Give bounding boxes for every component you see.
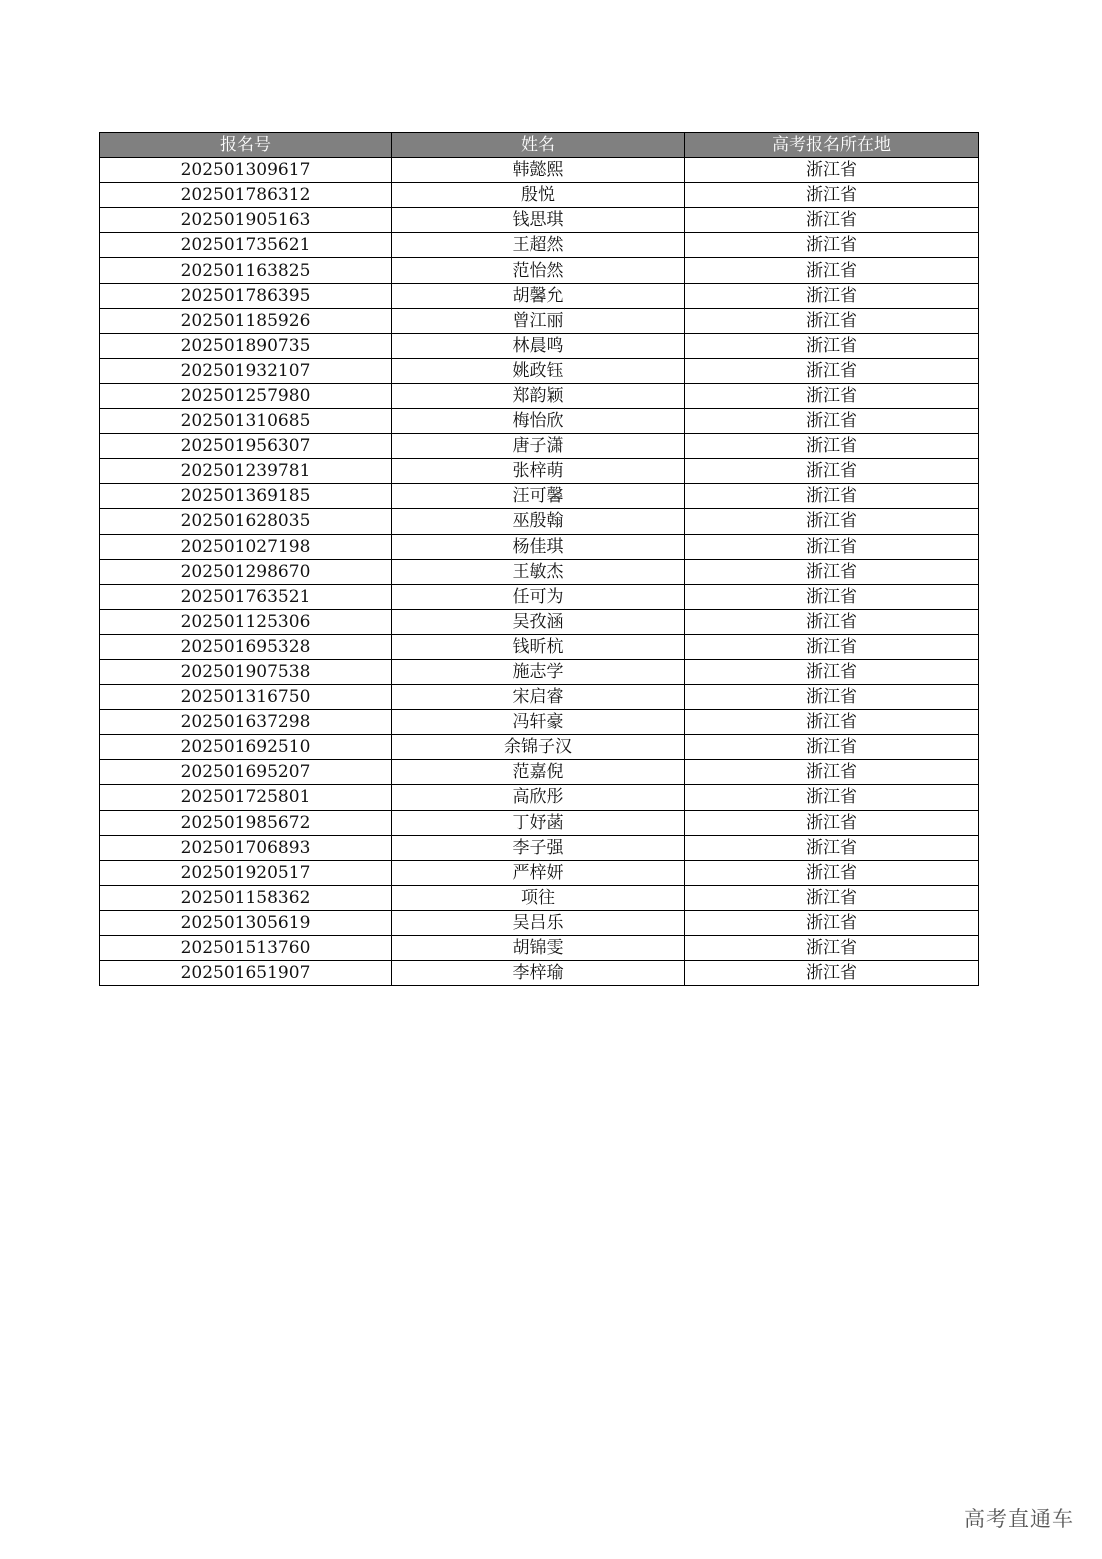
header-registration-number: 报名号 bbox=[100, 133, 392, 158]
location-cell: 浙江省 bbox=[685, 609, 979, 634]
table-row bbox=[100, 961, 979, 986]
table-row bbox=[100, 685, 979, 710]
registration-number-cell: 202501695207 bbox=[100, 760, 392, 785]
registration-number-cell: 202501305619 bbox=[100, 910, 392, 935]
student-name-cell: 余锦子汉 bbox=[392, 735, 685, 760]
student-name-cell: 钱思琪 bbox=[392, 208, 685, 233]
table-row bbox=[100, 860, 979, 885]
location-cell: 浙江省 bbox=[685, 333, 979, 358]
location-cell: 浙江省 bbox=[685, 559, 979, 584]
location-cell: 浙江省 bbox=[685, 936, 979, 961]
registration-number-cell: 202501298670 bbox=[100, 559, 392, 584]
location-cell: 浙江省 bbox=[685, 459, 979, 484]
table-row bbox=[100, 810, 979, 835]
location-cell: 浙江省 bbox=[685, 659, 979, 684]
table-row bbox=[100, 409, 979, 434]
location-cell: 浙江省 bbox=[685, 158, 979, 183]
registration-number-cell: 202501369185 bbox=[100, 484, 392, 509]
table-row bbox=[100, 936, 979, 961]
registration-number-cell: 202501786312 bbox=[100, 183, 392, 208]
location-cell: 浙江省 bbox=[685, 358, 979, 383]
table-row bbox=[100, 434, 979, 459]
location-cell: 浙江省 bbox=[685, 634, 979, 659]
registration-number-cell: 202501786395 bbox=[100, 283, 392, 308]
location-cell: 浙江省 bbox=[685, 509, 979, 534]
student-name-cell: 丁妤菡 bbox=[392, 810, 685, 835]
location-cell: 浙江省 bbox=[685, 961, 979, 986]
student-name-cell: 姚政钰 bbox=[392, 358, 685, 383]
student-name-cell: 胡锦雯 bbox=[392, 936, 685, 961]
location-cell: 浙江省 bbox=[685, 735, 979, 760]
location-cell: 浙江省 bbox=[685, 760, 979, 785]
student-name-cell: 冯轩豪 bbox=[392, 710, 685, 735]
student-name-cell: 唐子潇 bbox=[392, 434, 685, 459]
registration-number-cell: 202501257980 bbox=[100, 383, 392, 408]
location-cell: 浙江省 bbox=[685, 910, 979, 935]
table-row bbox=[100, 584, 979, 609]
student-name-cell: 汪可馨 bbox=[392, 484, 685, 509]
registration-number-cell: 202501310685 bbox=[100, 409, 392, 434]
admission-list-table bbox=[99, 132, 979, 986]
location-cell: 浙江省 bbox=[685, 208, 979, 233]
registration-number-cell: 202501027198 bbox=[100, 534, 392, 559]
student-name-cell: 胡馨允 bbox=[392, 283, 685, 308]
table-header-row bbox=[100, 133, 979, 158]
table-row bbox=[100, 634, 979, 659]
registration-number-cell: 202501316750 bbox=[100, 685, 392, 710]
registration-number-cell: 202501692510 bbox=[100, 735, 392, 760]
registration-number-cell: 202501985672 bbox=[100, 810, 392, 835]
registration-number-cell: 202501735621 bbox=[100, 233, 392, 258]
student-name-cell: 郑韵颖 bbox=[392, 383, 685, 408]
student-name-cell: 范嘉倪 bbox=[392, 760, 685, 785]
watermark-text: 高考直通车 bbox=[964, 1507, 1074, 1531]
location-cell: 浙江省 bbox=[685, 710, 979, 735]
registration-number-cell: 202501628035 bbox=[100, 509, 392, 534]
table-row bbox=[100, 659, 979, 684]
location-cell: 浙江省 bbox=[685, 484, 979, 509]
location-cell: 浙江省 bbox=[685, 835, 979, 860]
student-name-cell: 梅怡欣 bbox=[392, 409, 685, 434]
registration-number-cell: 202501125306 bbox=[100, 609, 392, 634]
table-row bbox=[100, 609, 979, 634]
table-row bbox=[100, 459, 979, 484]
student-name-cell: 范怡然 bbox=[392, 258, 685, 283]
registration-number-cell: 202501163825 bbox=[100, 258, 392, 283]
location-cell: 浙江省 bbox=[685, 785, 979, 810]
registration-number-cell: 202501890735 bbox=[100, 333, 392, 358]
table-row bbox=[100, 559, 979, 584]
registration-number-cell: 202501185926 bbox=[100, 308, 392, 333]
location-cell: 浙江省 bbox=[685, 183, 979, 208]
table-row bbox=[100, 484, 979, 509]
location-cell: 浙江省 bbox=[685, 434, 979, 459]
table-row bbox=[100, 358, 979, 383]
student-name-cell: 韩懿熙 bbox=[392, 158, 685, 183]
table-row bbox=[100, 835, 979, 860]
registration-number-cell: 202501239781 bbox=[100, 459, 392, 484]
registration-number-cell: 202501695328 bbox=[100, 634, 392, 659]
registration-number-cell: 202501763521 bbox=[100, 584, 392, 609]
location-cell: 浙江省 bbox=[685, 258, 979, 283]
table-row bbox=[100, 158, 979, 183]
registration-number-cell: 202501920517 bbox=[100, 860, 392, 885]
location-cell: 浙江省 bbox=[685, 409, 979, 434]
student-name-cell: 高欣彤 bbox=[392, 785, 685, 810]
table-row bbox=[100, 885, 979, 910]
table-row bbox=[100, 283, 979, 308]
table-row bbox=[100, 183, 979, 208]
location-cell: 浙江省 bbox=[685, 383, 979, 408]
student-name-cell: 张梓萌 bbox=[392, 459, 685, 484]
table-row bbox=[100, 233, 979, 258]
table-row bbox=[100, 383, 979, 408]
registration-number-cell: 202501905163 bbox=[100, 208, 392, 233]
student-name-cell: 曾江丽 bbox=[392, 308, 685, 333]
location-cell: 浙江省 bbox=[685, 685, 979, 710]
student-name-cell: 杨佳琪 bbox=[392, 534, 685, 559]
registration-number-cell: 202501637298 bbox=[100, 710, 392, 735]
registration-number-cell: 202501158362 bbox=[100, 885, 392, 910]
location-cell: 浙江省 bbox=[685, 283, 979, 308]
location-cell: 浙江省 bbox=[685, 885, 979, 910]
registration-number-cell: 202501651907 bbox=[100, 961, 392, 986]
student-name-cell: 王超然 bbox=[392, 233, 685, 258]
student-name-cell: 林晨鸣 bbox=[392, 333, 685, 358]
header-name: 姓名 bbox=[392, 133, 685, 158]
registration-number-cell: 202501907538 bbox=[100, 659, 392, 684]
table-row bbox=[100, 710, 979, 735]
student-name-cell: 巫殷翰 bbox=[392, 509, 685, 534]
location-cell: 浙江省 bbox=[685, 308, 979, 333]
location-cell: 浙江省 bbox=[685, 860, 979, 885]
registration-number-cell: 202501725801 bbox=[100, 785, 392, 810]
registration-number-cell: 202501932107 bbox=[100, 358, 392, 383]
table-row bbox=[100, 208, 979, 233]
location-cell: 浙江省 bbox=[685, 584, 979, 609]
registration-number-cell: 202501513760 bbox=[100, 936, 392, 961]
student-name-cell: 项往 bbox=[392, 885, 685, 910]
location-cell: 浙江省 bbox=[685, 810, 979, 835]
registration-number-cell: 202501309617 bbox=[100, 158, 392, 183]
table-body bbox=[100, 158, 979, 986]
table-row bbox=[100, 735, 979, 760]
table-row bbox=[100, 258, 979, 283]
student-name-cell: 吴吕乐 bbox=[392, 910, 685, 935]
location-cell: 浙江省 bbox=[685, 534, 979, 559]
registration-number-cell: 202501956307 bbox=[100, 434, 392, 459]
student-name-cell: 施志学 bbox=[392, 659, 685, 684]
registration-number-cell: 202501706893 bbox=[100, 835, 392, 860]
table-row bbox=[100, 534, 979, 559]
student-name-cell: 李子强 bbox=[392, 835, 685, 860]
student-name-cell: 殷悦 bbox=[392, 183, 685, 208]
student-name-cell: 宋启睿 bbox=[392, 685, 685, 710]
location-cell: 浙江省 bbox=[685, 233, 979, 258]
student-name-cell: 严梓妍 bbox=[392, 860, 685, 885]
header-registration-location: 高考报名所在地 bbox=[685, 133, 979, 158]
student-name-cell: 任可为 bbox=[392, 584, 685, 609]
table-row bbox=[100, 308, 979, 333]
student-name-cell: 李梓瑜 bbox=[392, 961, 685, 986]
table-row bbox=[100, 333, 979, 358]
student-name-cell: 钱昕杭 bbox=[392, 634, 685, 659]
student-name-cell: 吴孜涵 bbox=[392, 609, 685, 634]
table-row bbox=[100, 785, 979, 810]
student-name-cell: 王敏杰 bbox=[392, 559, 685, 584]
table-row bbox=[100, 760, 979, 785]
table-row bbox=[100, 509, 979, 534]
table-row bbox=[100, 910, 979, 935]
